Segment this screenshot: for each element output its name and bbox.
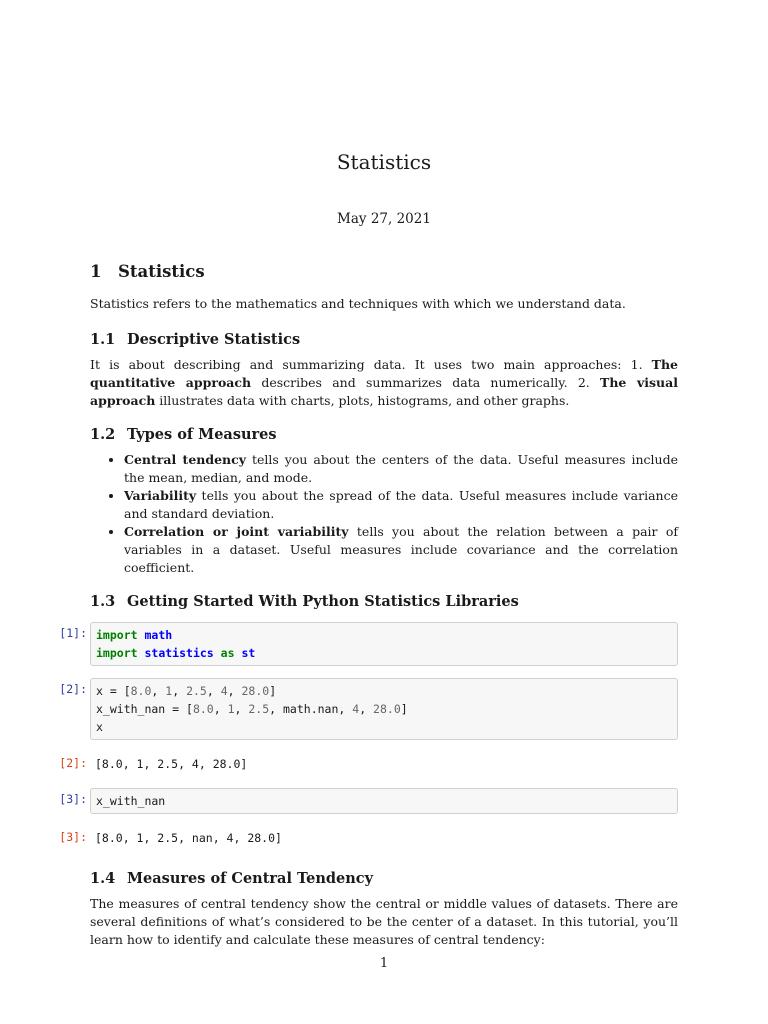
code-text: , [359, 702, 374, 716]
output-prompt: [3]: [59, 830, 87, 844]
number-literal: 2.5 [248, 702, 270, 716]
module-name: st [241, 646, 256, 660]
code-output: [8.0, 1, 2.5, 4, 28.0] [95, 757, 248, 771]
bold-term: Central tendency [124, 452, 247, 467]
input-prompt: [1]: [59, 626, 87, 640]
subsection-number: 1.3 [90, 593, 116, 610]
bold-term: The quantitative approach [90, 357, 678, 390]
number-literal: 1 [227, 702, 235, 716]
code-cell-3 [59, 788, 678, 814]
text-run: illustrates data with charts, plots, histograms, and other graphs. [155, 393, 570, 408]
code-input[interactable]: x_with_nan [90, 788, 678, 814]
subsection-number: 1.4 [90, 870, 116, 887]
code-text: , [227, 684, 242, 698]
output-cell-2 [59, 752, 678, 776]
module-name: math [144, 628, 173, 642]
bold-term: The visual approach [90, 375, 678, 408]
subsection-heading-python-libraries [90, 593, 678, 610]
code-cell-1 [59, 622, 678, 666]
code-text: ] [269, 684, 277, 698]
subsection-title: Types of Measures [127, 426, 277, 443]
number-literal: 4 [352, 702, 360, 716]
code-output: [8.0, 1, 2.5, nan, 4, 28.0] [95, 831, 282, 845]
list-item [124, 487, 678, 523]
code-text: , [151, 684, 166, 698]
text-run: describes and summarizes data numerically. 2. [251, 375, 601, 390]
list-item [124, 451, 678, 487]
subsection-number: 1.2 [90, 426, 116, 443]
section-title: Statistics [118, 262, 205, 281]
subsection-title: Descriptive Statistics [127, 331, 301, 348]
code-text: ] [400, 702, 408, 716]
list-item [124, 523, 678, 577]
code-text: , [234, 702, 249, 716]
code-text: x [96, 720, 103, 734]
document-title: Statistics [336, 150, 432, 174]
code-text: , [172, 684, 187, 698]
code-input[interactable] [90, 678, 678, 740]
text-run: tells you about the centers of the data. Useful measures include the mean, median, and mode. [124, 452, 678, 485]
text-run: It is about describing and summarizing data. It uses two main approaches: 1. [90, 357, 652, 372]
input-prompt: [3]: [59, 792, 87, 806]
subsection-heading-central-tendency [90, 870, 678, 887]
number-literal: 2.5 [186, 684, 207, 698]
section-number: 1 [90, 262, 102, 281]
central-tendency-paragraph: The measures of central tendency show the central or middle values of datasets. There are several definitions of what’s considered to be the center of a dataset. In this tutorial, you’ll learn how to identify and calculate these measures of central tendency: [90, 896, 678, 947]
code-text: x_with_nan = [ [96, 702, 193, 716]
number-literal: 1 [165, 684, 173, 698]
number-literal: 8.0 [130, 684, 152, 698]
text-run: tells you about the spread of the data. Useful measures include variance and standard deviation. [124, 488, 678, 521]
document-body [59, 262, 678, 965]
number-literal: 4 [220, 684, 228, 698]
module-name: statistics [144, 646, 214, 660]
code-text: x = [ [96, 684, 131, 698]
document-date: May 27, 2021 [337, 211, 431, 227]
output-prompt: [2]: [59, 756, 87, 770]
input-prompt: [2]: [59, 682, 87, 696]
code-input[interactable] [90, 622, 678, 666]
descriptive-paragraph [90, 356, 678, 410]
code-text: , [213, 702, 228, 716]
bold-term: Correlation or joint variability [124, 524, 349, 539]
code-cell-2 [59, 678, 678, 740]
number-literal: 28.0 [241, 684, 270, 698]
number-literal: 8.0 [192, 702, 214, 716]
subsection-heading-descriptive [90, 331, 678, 348]
code-text: , [206, 684, 221, 698]
measures-list [90, 451, 678, 577]
subsection-title: Measures of Central Tendency [127, 870, 374, 887]
document-page [59, 0, 678, 1024]
section-heading-statistics [90, 262, 678, 281]
keyword: as [220, 646, 235, 660]
section-intro: Statistics refers to the mathematics and techniques with which we understand data. [90, 296, 626, 311]
output-cell-3 [59, 826, 678, 850]
keyword: import [96, 646, 138, 660]
subsection-title: Getting Started With Python Statistics Libraries [127, 593, 519, 610]
subsection-heading-measures [90, 426, 678, 443]
bold-term: Variability [124, 488, 197, 503]
number-literal: 28.0 [373, 702, 401, 716]
code-text: , math.nan, [269, 702, 353, 716]
page-number: 1 [379, 956, 389, 971]
keyword: import [96, 628, 138, 642]
text-run: tells you about the relation between a pair of variables in a dataset. Useful measures include covariance and the correlation coefficient. [124, 524, 678, 575]
subsection-number: 1.1 [90, 331, 116, 348]
